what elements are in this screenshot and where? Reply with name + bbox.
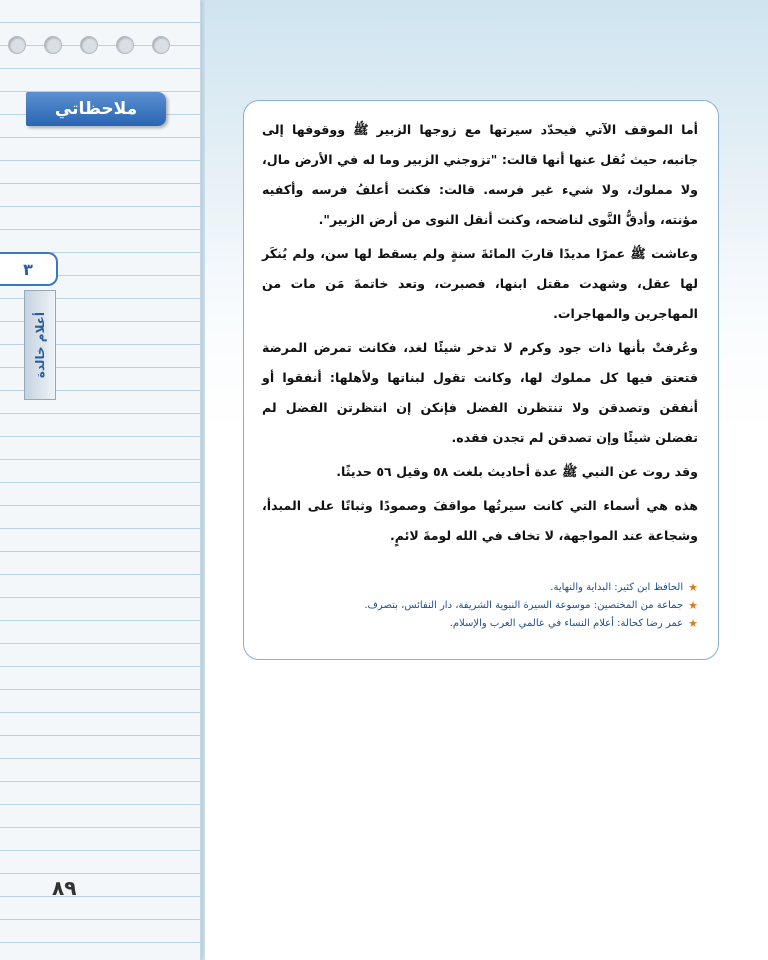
binder-hole-icon	[80, 36, 98, 54]
paragraph: أما الموقف الآتي فيحدّد سيرتها مع زوجها الزبير ﷺ ووقوفها إلى جانبه، حيث نُقل عنها أنها قالت: "تزوجني الزبير وما له في الأرض مال، ولا مملوك، ولا شيء غير فرسه. قالت: فكنت أعلفُ فرسه وأكفيه مؤنته، وأدقُّ النَّوى لناضحه، وكنت أنقل النوى من أرض الزبير".	[262, 122, 698, 227]
star-icon: ★	[688, 581, 698, 594]
paragraph: وقد روت عن النبي ﷺ عدة أحاديث بلغت ٥٨ وقيل ٥٦ حديثًا.	[336, 464, 698, 479]
section-title: أعلام خالدة	[33, 311, 47, 379]
reference-item	[262, 615, 698, 633]
notes-title-tab	[26, 92, 166, 126]
chapter-number-box	[0, 252, 58, 286]
reference-text: جماعة من المختصين: موسوعة السيرة النبوية الشريفة، دار النفائس، بتصرف.	[364, 600, 684, 611]
reference-text: الحافظ ابن كثير: البداية والنهاية.	[550, 582, 684, 593]
reference-item	[262, 597, 698, 615]
reference-item	[262, 579, 698, 597]
binder-hole-icon	[152, 36, 170, 54]
notes-title: ملاحظاتي	[54, 99, 138, 119]
section-tab	[24, 290, 56, 400]
chapter-number: ٣	[23, 259, 33, 279]
binder-hole-icon	[44, 36, 62, 54]
binder-holes	[8, 36, 198, 54]
binder-hole-icon	[8, 36, 26, 54]
star-icon: ★	[688, 617, 698, 630]
content-card	[243, 100, 719, 660]
page-number: ٨٩	[52, 876, 77, 900]
reference-text: عمر رضا كحالة: أعلام النساء في عالمي العرب والإسلام.	[449, 618, 684, 629]
paragraph: وعاشت ﷺ عمرًا مديدًا قاربَ المائةَ سنةٍ ولم يسقط لها سن، ولم يُنكَر لها عقل، وشهدت مقتل ابنها، فصبرت، وتعد خاتمةَ مَن مات من المهاجرين والمهاجرات.	[262, 246, 698, 321]
references-list	[262, 579, 698, 633]
notebook-sidebar	[0, 0, 201, 960]
star-icon: ★	[688, 599, 698, 612]
binder-hole-icon	[116, 36, 134, 54]
paragraph: وعُرفتْ بأنها ذات جود وكرم لا تدخر شيئًا لغد، فكانت تمرض المرضة فتعتق فيها كل مملوك لها، وكانت تقول لبناتها ولأهلها: أنفقوا أو أنفقن وتصدقن ولا تنتظرن الفضل فإنكن إن انتظرتن الفضل لم تفضلن شيئًا وإن تصدقن لم تجدن فقده.	[262, 340, 698, 445]
paragraph: هذه هي أسماء التي كانت سيرتُها مواقفَ وصمودًا وثباتًا على المبدأ، وشجاعة عند المواجهة، لا تخاف في الله لومةَ لائمٍ.	[262, 498, 698, 543]
